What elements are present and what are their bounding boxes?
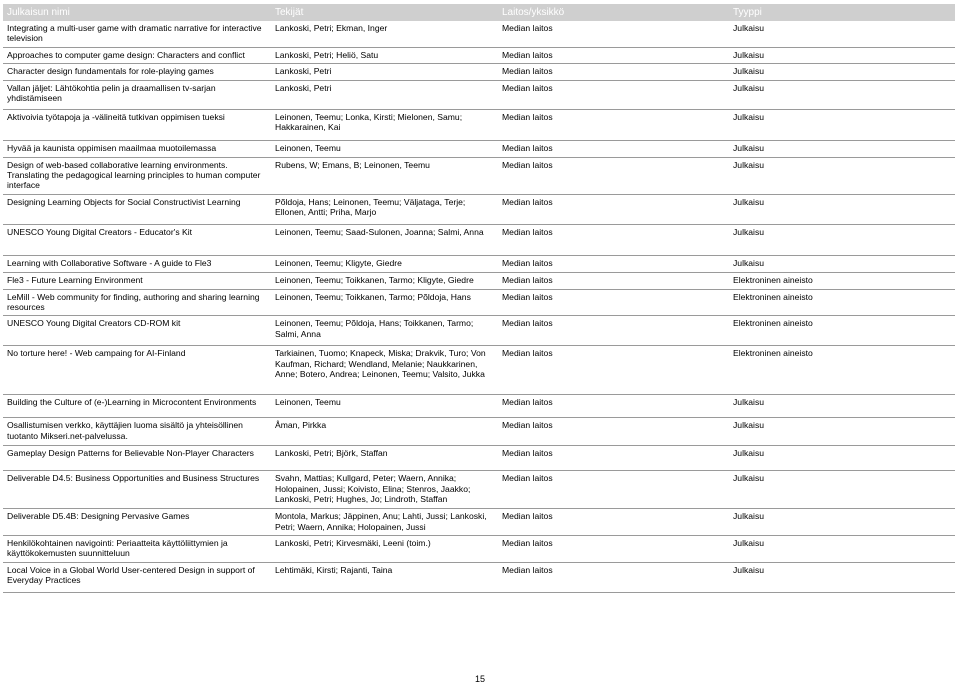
department-cell: Median laitos (498, 272, 729, 289)
authors-cell: Lankoski, Petri (271, 80, 498, 109)
title-cell: Local Voice in a Global World User-centered Design in support of Everyday Practices (3, 562, 271, 592)
table-row (3, 346, 955, 395)
authors-cell: Leinonen, Teemu; Toikkanen, Tarmo; Põldoja, Hans (271, 289, 498, 316)
type-cell: Julkaisu (729, 224, 955, 255)
type-cell: Julkaisu (729, 418, 955, 446)
table-body (3, 21, 955, 592)
header-row (3, 4, 955, 21)
header-department: Laitos/yksikkö (498, 4, 729, 21)
authors-cell: Lankoski, Petri (271, 63, 498, 80)
type-cell: Julkaisu (729, 446, 955, 471)
department-cell: Median laitos (498, 471, 729, 509)
authors-cell: Leinonen, Teemu; Kligyte, Giedre (271, 255, 498, 272)
table-row (3, 255, 955, 272)
title-cell: No torture here! - Web campaing for AI-Finland (3, 346, 271, 395)
title-cell: Deliverable D4.5: Business Opportunities and Business Structures (3, 471, 271, 509)
title-cell: Design of web-based collaborative learning environments. Translating the pedagogical learning principles to human computer interface (3, 157, 271, 194)
type-cell: Julkaisu (729, 395, 955, 418)
department-cell: Median laitos (498, 536, 729, 563)
table-row (3, 509, 955, 536)
type-cell: Julkaisu (729, 509, 955, 536)
title-cell: Hyvää ja kaunista oppimisen maailmaa muotoilemassa (3, 140, 271, 157)
type-cell: Julkaisu (729, 471, 955, 509)
authors-cell: Leinonen, Teemu; Põldoja, Hans; Toikkanen, Tarmo; Salmi, Anna (271, 316, 498, 346)
type-cell: Elektroninen aineisto (729, 346, 955, 395)
type-cell: Elektroninen aineisto (729, 316, 955, 346)
department-cell: Median laitos (498, 255, 729, 272)
type-cell: Julkaisu (729, 536, 955, 563)
authors-cell: Lankoski, Petri; Kirvesmäki, Leeni (toim.) (271, 536, 498, 563)
table-row (3, 536, 955, 563)
table-row (3, 80, 955, 109)
title-cell: Integrating a multi-user game with dramatic narrative for interactive television (3, 21, 271, 47)
title-cell: Henkilökohtainen navigointi: Periaatteita käyttöliittymien ja käyttökokemusten suunnitteluun (3, 536, 271, 563)
department-cell: Median laitos (498, 157, 729, 194)
department-cell: Median laitos (498, 289, 729, 316)
title-cell: Vallan jäljet: Lähtökohtia pelin ja draamallisen tv-sarjan yhdistämiseen (3, 80, 271, 109)
table-row (3, 316, 955, 346)
authors-cell: Lankoski, Petri; Björk, Staffan (271, 446, 498, 471)
title-cell: Approaches to computer game design: Characters and conflict (3, 47, 271, 63)
title-cell: Osallistumisen verkko, käyttäjien luoma sisältö ja yhteisöllinen tuotanto Mikseri.net-palvelussa. (3, 418, 271, 446)
title-cell: Building the Culture of (e-)Learning in Microcontent Environments (3, 395, 271, 418)
authors-cell: Põldoja, Hans; Leinonen, Teemu; Väljataga, Terje; Ellonen, Antti; Priha, Marjo (271, 194, 498, 224)
title-cell: Learning with Collaborative Software - A guide to Fle3 (3, 255, 271, 272)
type-cell: Julkaisu (729, 63, 955, 80)
authors-cell: Leinonen, Teemu (271, 140, 498, 157)
title-cell: Deliverable D5.4B: Designing Pervasive Games (3, 509, 271, 536)
type-cell: Elektroninen aineisto (729, 289, 955, 316)
type-cell: Julkaisu (729, 194, 955, 224)
type-cell: Elektroninen aineisto (729, 272, 955, 289)
table-row (3, 272, 955, 289)
department-cell: Median laitos (498, 509, 729, 536)
authors-cell: Leinonen, Teemu (271, 395, 498, 418)
authors-cell: Åman, Pirkka (271, 418, 498, 446)
title-cell: LeMill - Web community for finding, authoring and sharing learning resources (3, 289, 271, 316)
type-cell: Julkaisu (729, 140, 955, 157)
title-cell: Character design fundamentals for role-playing games (3, 63, 271, 80)
table-row (3, 63, 955, 80)
title-cell: Fle3 - Future Learning Environment (3, 272, 271, 289)
authors-cell: Leinonen, Teemu; Lonka, Kirsti; Mielonen, Samu; Hakkarainen, Kai (271, 109, 498, 140)
department-cell: Median laitos (498, 446, 729, 471)
authors-cell: Tarkiainen, Tuomo; Knapeck, Miska; Drakvik, Turo; Von Kaufman, Richard; Wendland, Melanie; Naukkarinen, Anne; Botero, Andrea; Leinonen, Teemu; Valsito, Jukka (271, 346, 498, 395)
department-cell: Median laitos (498, 224, 729, 255)
authors-cell: Lankoski, Petri; Heliö, Satu (271, 47, 498, 63)
authors-cell: Leinonen, Teemu; Toikkanen, Tarmo; Kligyte, Giedre (271, 272, 498, 289)
header-type: Tyyppi (729, 4, 955, 21)
title-cell: Aktivoivia työtapoja ja -välineitä tutkivan oppimisen tueksi (3, 109, 271, 140)
publications-table (3, 4, 955, 593)
type-cell: Julkaisu (729, 80, 955, 109)
table-row (3, 157, 955, 194)
header-authors: Tekijät (271, 4, 498, 21)
department-cell: Median laitos (498, 316, 729, 346)
header-title: Julkaisun nimi (3, 4, 271, 21)
type-cell: Julkaisu (729, 47, 955, 63)
table-row (3, 418, 955, 446)
title-cell: UNESCO Young Digital Creators - Educator's Kit (3, 224, 271, 255)
department-cell: Median laitos (498, 21, 729, 47)
authors-cell: Montola, Markus; Jäppinen, Anu; Lahti, Jussi; Lankoski, Petri; Waern, Annika; Holopainen, Jussi (271, 509, 498, 536)
authors-cell: Lankoski, Petri; Ekman, Inger (271, 21, 498, 47)
department-cell: Median laitos (498, 194, 729, 224)
authors-cell: Lehtimäki, Kirsti; Rajanti, Taina (271, 562, 498, 592)
department-cell: Median laitos (498, 140, 729, 157)
table-row (3, 194, 955, 224)
table-row (3, 289, 955, 316)
title-cell: Gameplay Design Patterns for Believable Non-Player Characters (3, 446, 271, 471)
type-cell: Julkaisu (729, 21, 955, 47)
department-cell: Median laitos (498, 80, 729, 109)
table-row (3, 109, 955, 140)
table-row (3, 562, 955, 592)
title-cell: Designing Learning Objects for Social Constructivist Learning (3, 194, 271, 224)
authors-cell: Rubens, W; Emans, B; Leinonen, Teemu (271, 157, 498, 194)
table-row (3, 140, 955, 157)
page-number: 15 (474, 674, 485, 684)
department-cell: Median laitos (498, 562, 729, 592)
department-cell: Median laitos (498, 109, 729, 140)
type-cell: Julkaisu (729, 157, 955, 194)
department-cell: Median laitos (498, 47, 729, 63)
table-row (3, 471, 955, 509)
type-cell: Julkaisu (729, 562, 955, 592)
title-cell: UNESCO Young Digital Creators CD-ROM kit (3, 316, 271, 346)
department-cell: Median laitos (498, 395, 729, 418)
table-row (3, 224, 955, 255)
table-header (3, 4, 955, 21)
table-row (3, 47, 955, 63)
type-cell: Julkaisu (729, 109, 955, 140)
table-row (3, 21, 955, 47)
table-row (3, 395, 955, 418)
type-cell: Julkaisu (729, 255, 955, 272)
authors-cell: Svahn, Mattias; Kullgard, Peter; Waern, Annika; Holopainen, Jussi; Koivisto, Elina; Stenros, Jaakko; Lankoski, Petri; Hughes, Jo; Lindroth, Staffan (271, 471, 498, 509)
department-cell: Median laitos (498, 63, 729, 80)
department-cell: Median laitos (498, 346, 729, 395)
authors-cell: Leinonen, Teemu; Saad-Sulonen, Joanna; Salmi, Anna (271, 224, 498, 255)
table-row (3, 446, 955, 471)
department-cell: Median laitos (498, 418, 729, 446)
